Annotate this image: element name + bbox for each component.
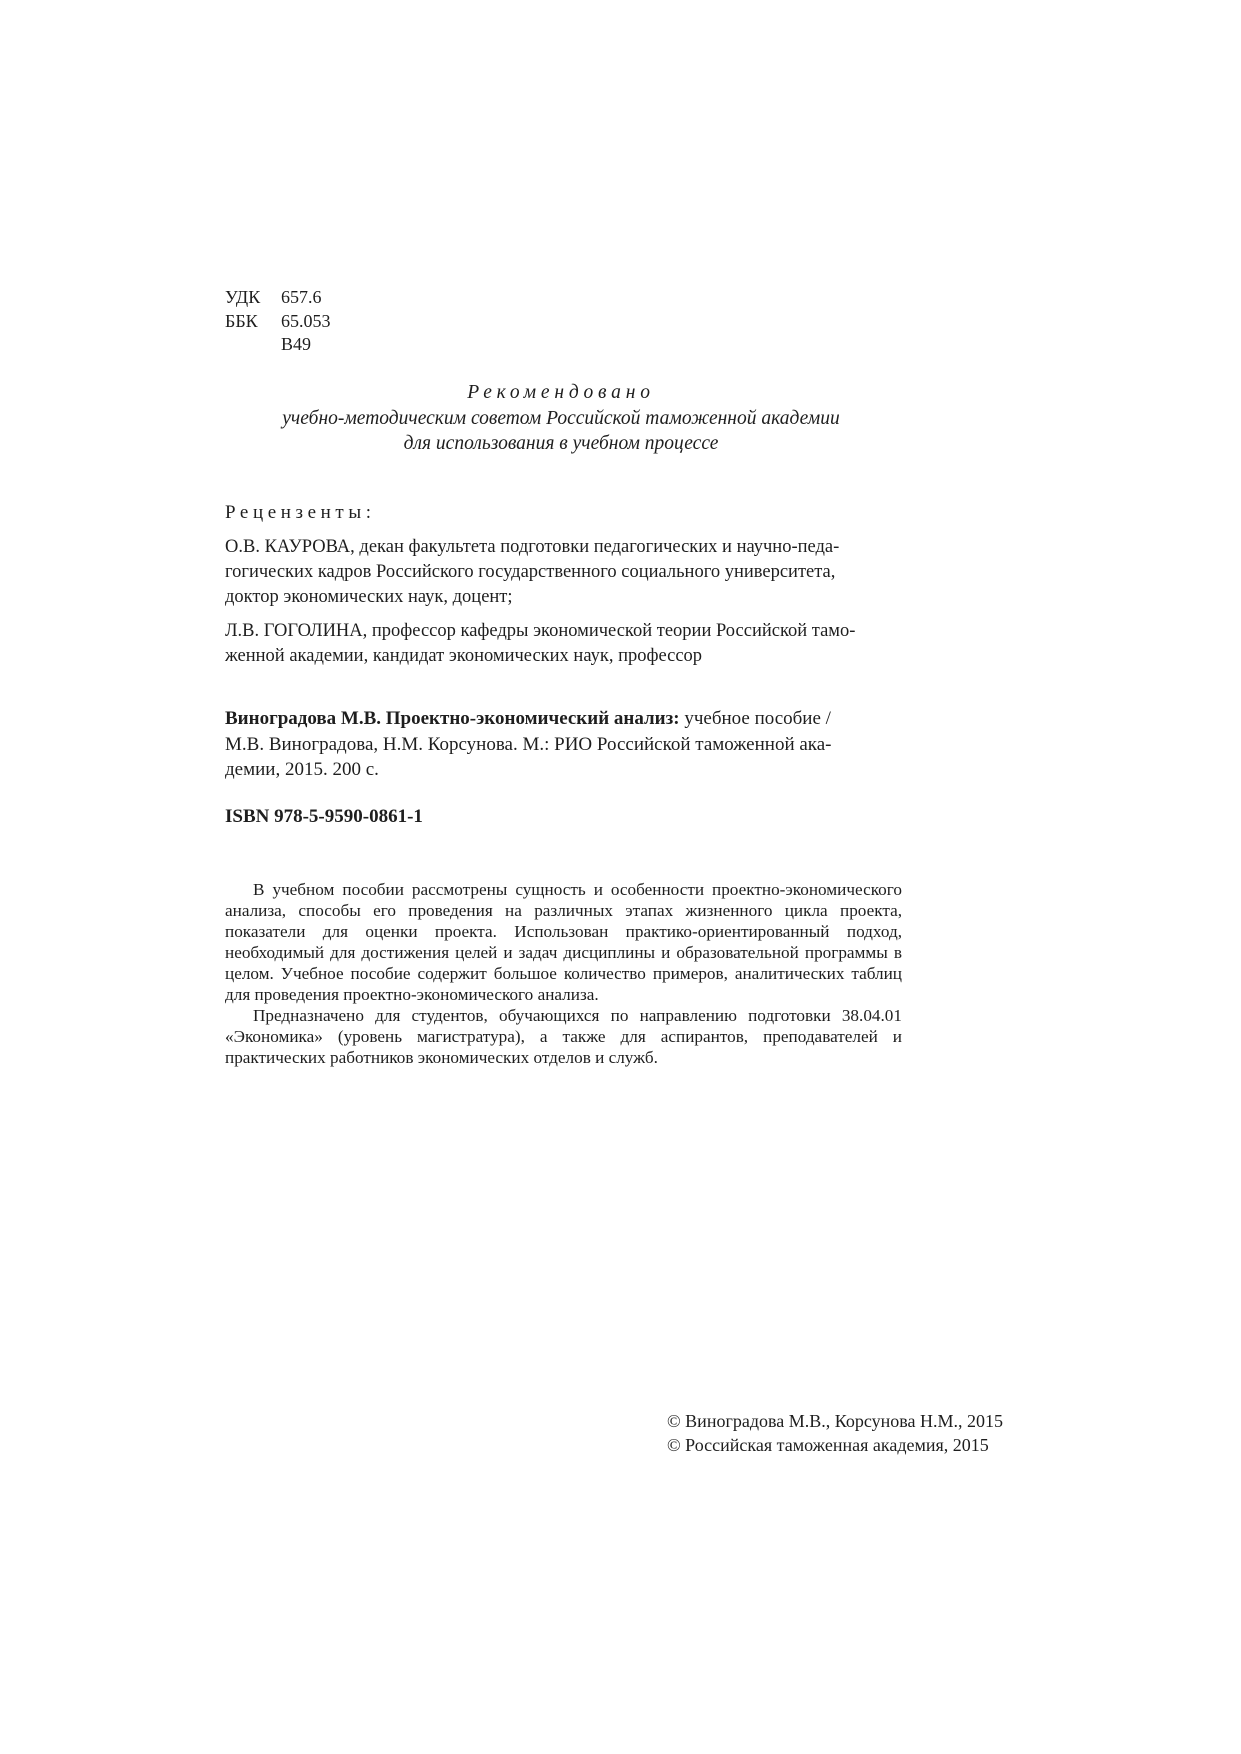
abstract-paragraph-2: Предназначено для студентов, обучающихся по направлению подготовки 38.04.01 «Экономика» (уровень магистратура), а также для аспирантов, преподавателей и практических работников экономических отделов и служб. — [225, 1006, 902, 1067]
bbk-label: ББК — [225, 310, 258, 331]
reviewer-kaurova — [225, 535, 900, 610]
citation-line-3: демии, 2015. 200 с. — [225, 759, 379, 780]
bbk-value: 65.053 — [281, 310, 331, 331]
abstract-paragraph-1: В учебном пособии рассмотрены сущность и особенности проектно-экономического анализа, способы его проведения на различных этапах жизненного цикла проекта, показатели для оценки проекта. Использован практико-ориентированный подход, необходимый для достижения целей и задач дисциплины и образовательной программы в целом. Учебное пособие содержит большое количество примеров, аналитических таблиц для проведения проектно-экономического анализа. — [225, 880, 902, 1004]
copyright-block — [667, 1409, 1003, 1457]
recommendation-line-2: для использования в учебном процессе — [403, 433, 719, 454]
author-mark: В49 — [281, 334, 312, 354]
reviewer-gogolina — [225, 619, 900, 669]
udk-value: 657.6 — [281, 287, 322, 307]
reviewer-line: доктор экономических наук, доцент; — [225, 587, 513, 607]
bibliographic-citation — [225, 706, 900, 783]
copyright-authors: © Виноградова М.В., Корсунова Н.М., 2015 — [667, 1411, 1003, 1431]
reviewer-line: Л.В. ГОГОЛИНА, профессор кафедры экономической теории Российской тамо- — [225, 621, 856, 641]
reviewer-line: женной академии, кандидат экономических наук, профессор — [225, 646, 703, 666]
recommendation-block — [225, 380, 897, 457]
copyright-academy: © Российская таможенная академия, 2015 — [667, 1435, 989, 1455]
recommendation-line-1: учебно-методическим советом Российской таможенной академии — [282, 407, 840, 429]
abstract — [225, 879, 902, 1068]
library-classification — [225, 286, 331, 357]
udk-label: УДК — [225, 287, 261, 307]
udk-row — [225, 286, 331, 310]
citation-line-2: М.В. Виноградова, Н.М. Корсунова. М.: РИО Российской таможенной ака- — [225, 733, 832, 755]
citation-line-1 — [225, 706, 900, 732]
citation-publication-type: учебное пособие / — [679, 708, 831, 729]
reviewer-line: гогических кадров Российского государственного социального университета, — [225, 562, 836, 582]
reviewers-block — [225, 500, 900, 678]
bbk-row — [225, 310, 331, 334]
author-mark-row — [225, 333, 331, 357]
reviewer-line: О.В. КАУРОВА, декан факультета подготовки педагогических и научно-педа- — [225, 537, 840, 557]
citation-title: Виноградова М.В. Проектно-экономический анализ: — [225, 708, 680, 729]
recommendation-heading: Рекомендовано — [467, 382, 655, 403]
isbn: ISBN 978-5-9590-0861-1 — [225, 806, 423, 827]
reviewers-heading: Рецензенты: — [225, 502, 376, 523]
